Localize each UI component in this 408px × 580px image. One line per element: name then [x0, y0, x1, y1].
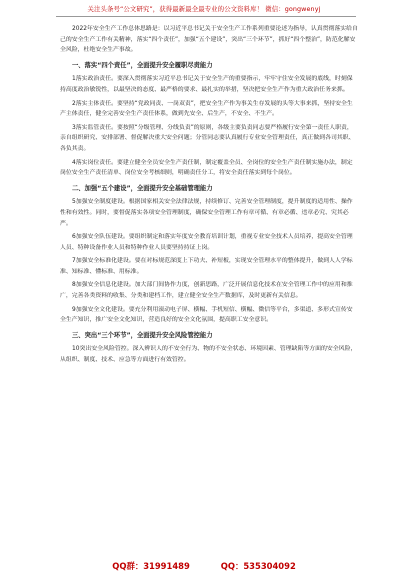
section-heading-3: 三、突出“三个环节”，全面提升安全风险管控能力 [72, 331, 213, 339]
footer-qq: QQ：535304092 [220, 561, 296, 571]
footer-qq-group: QQ群：31991489 [112, 561, 190, 571]
paragraph-2: 2落实主体责任。要坚持“党政同责、一岗双责”，把安全生产作为事关生存发展的头等大事来抓，坚持安全生产主体责任，健全完善安全生产责任体系，做到先安全、后生产，不安全、不生产。 [60, 100, 353, 118]
paragraph-1: 1落实政治责任。要深入贯彻落实习近平总书记关于安全生产的重要指示，牢牢守住安全发展的底线，时刻保持高度政治敏锐性，以最坚决的态度、最严格的要求、最扎实的举措，坚决把安全生产作为重大政治任务来抓。 [60, 76, 353, 93]
header-divider [56, 16, 356, 17]
paragraph-10: 10突出安全风险管控。深入辨识人的不安全行为、物的不安全状态、环境因素、管理缺陷等方面的安全风险，从组织、制度、技术、应急等方面进行有效管控。 [60, 346, 357, 364]
paragraph-8: 8加强安全信息化建设。加大部门间协作力度，创新思路，广泛开展信息化技术在安全管理工作中的应用和推广，完善各类资料的收集、分类和建档工作，建立健全安全生产数据库，及时更新有关信息。 [60, 282, 353, 300]
paragraph-9: 9加强安全文化建设。要充分利用滚动电子屏、横幅、手机短信、横幅、微信等平台，多渠道、多形式宣传安全生产知识，推广安全文化知识，营造良好的安全文化氛围，提高职工安全意识。 [60, 306, 353, 324]
paragraph-3: 3落实监管责任。要按照“分级管理、分线负责”的原则，各级主要负责同志要严格履行安全第一责任人职责，亲自组织研究、安排部署、督促解决重大安全问题；分管同志要认真履行专业安全管理责任，真正做到各司其职、各负其责。 [60, 124, 355, 152]
intro-paragraph: 2022年安全生产工作总体思路是：以习近平总书记关于安全生产工作系列重要论述为指导，认真贯彻落实给自己的安全生产工作有关精神，落实“四个责任”，加强“五个建设”，突出“三个环节”，抓好“四个整治”，防范化解安全风险，杜绝安全生产事故。 [60, 26, 358, 54]
document-body [60, 24, 358, 546]
footer-contact [0, 560, 408, 572]
paragraph-4: 4落实岗位责任。要建立健全全员安全生产责任制，制定覆盖全员、全岗位的安全生产责任制实施办法，制定岗位安全生产责任清单、岗位安全考核细则，明确责任分工，将安全责任落实到每个岗位。 [60, 159, 353, 177]
top-banner: 关注头条号“公文研究”，获得最新最全最专业的公文资料库！ 微信：gongwenyj [87, 5, 321, 13]
paragraph-6: 6加强安全队伍建设。要组织制定和落实年度安全教育培训计划，重视专业安全技术人员培养，提高安全管理人员、特种设备作业人员和特种作业人员要坚持持证上岗。 [60, 234, 353, 251]
section-heading-1: 一、落实“四个责任”，全面提升安全履职尽责能力 [72, 61, 213, 69]
section-heading-2: 二、加强“五个建设”，全面提升安全基础管理能力 [72, 184, 213, 192]
paragraph-5: 5加强安全制度建设。根据国家相关安全法律法规，持续修订、完善安全管理制度，提升制度的适用性、操作性和有效性。同时，要督促落实各项安全管理制度，确保安全管理工作有章可循、有章必循、违章必究、究其必严。 [60, 199, 353, 227]
paragraph-7: 7加强安全标准化建设。要在对标规范深度上下功夫、补短板，实现安全管理水平的整体提升，做到人人学标准、知标准、懂标准、用标准。 [60, 258, 353, 275]
